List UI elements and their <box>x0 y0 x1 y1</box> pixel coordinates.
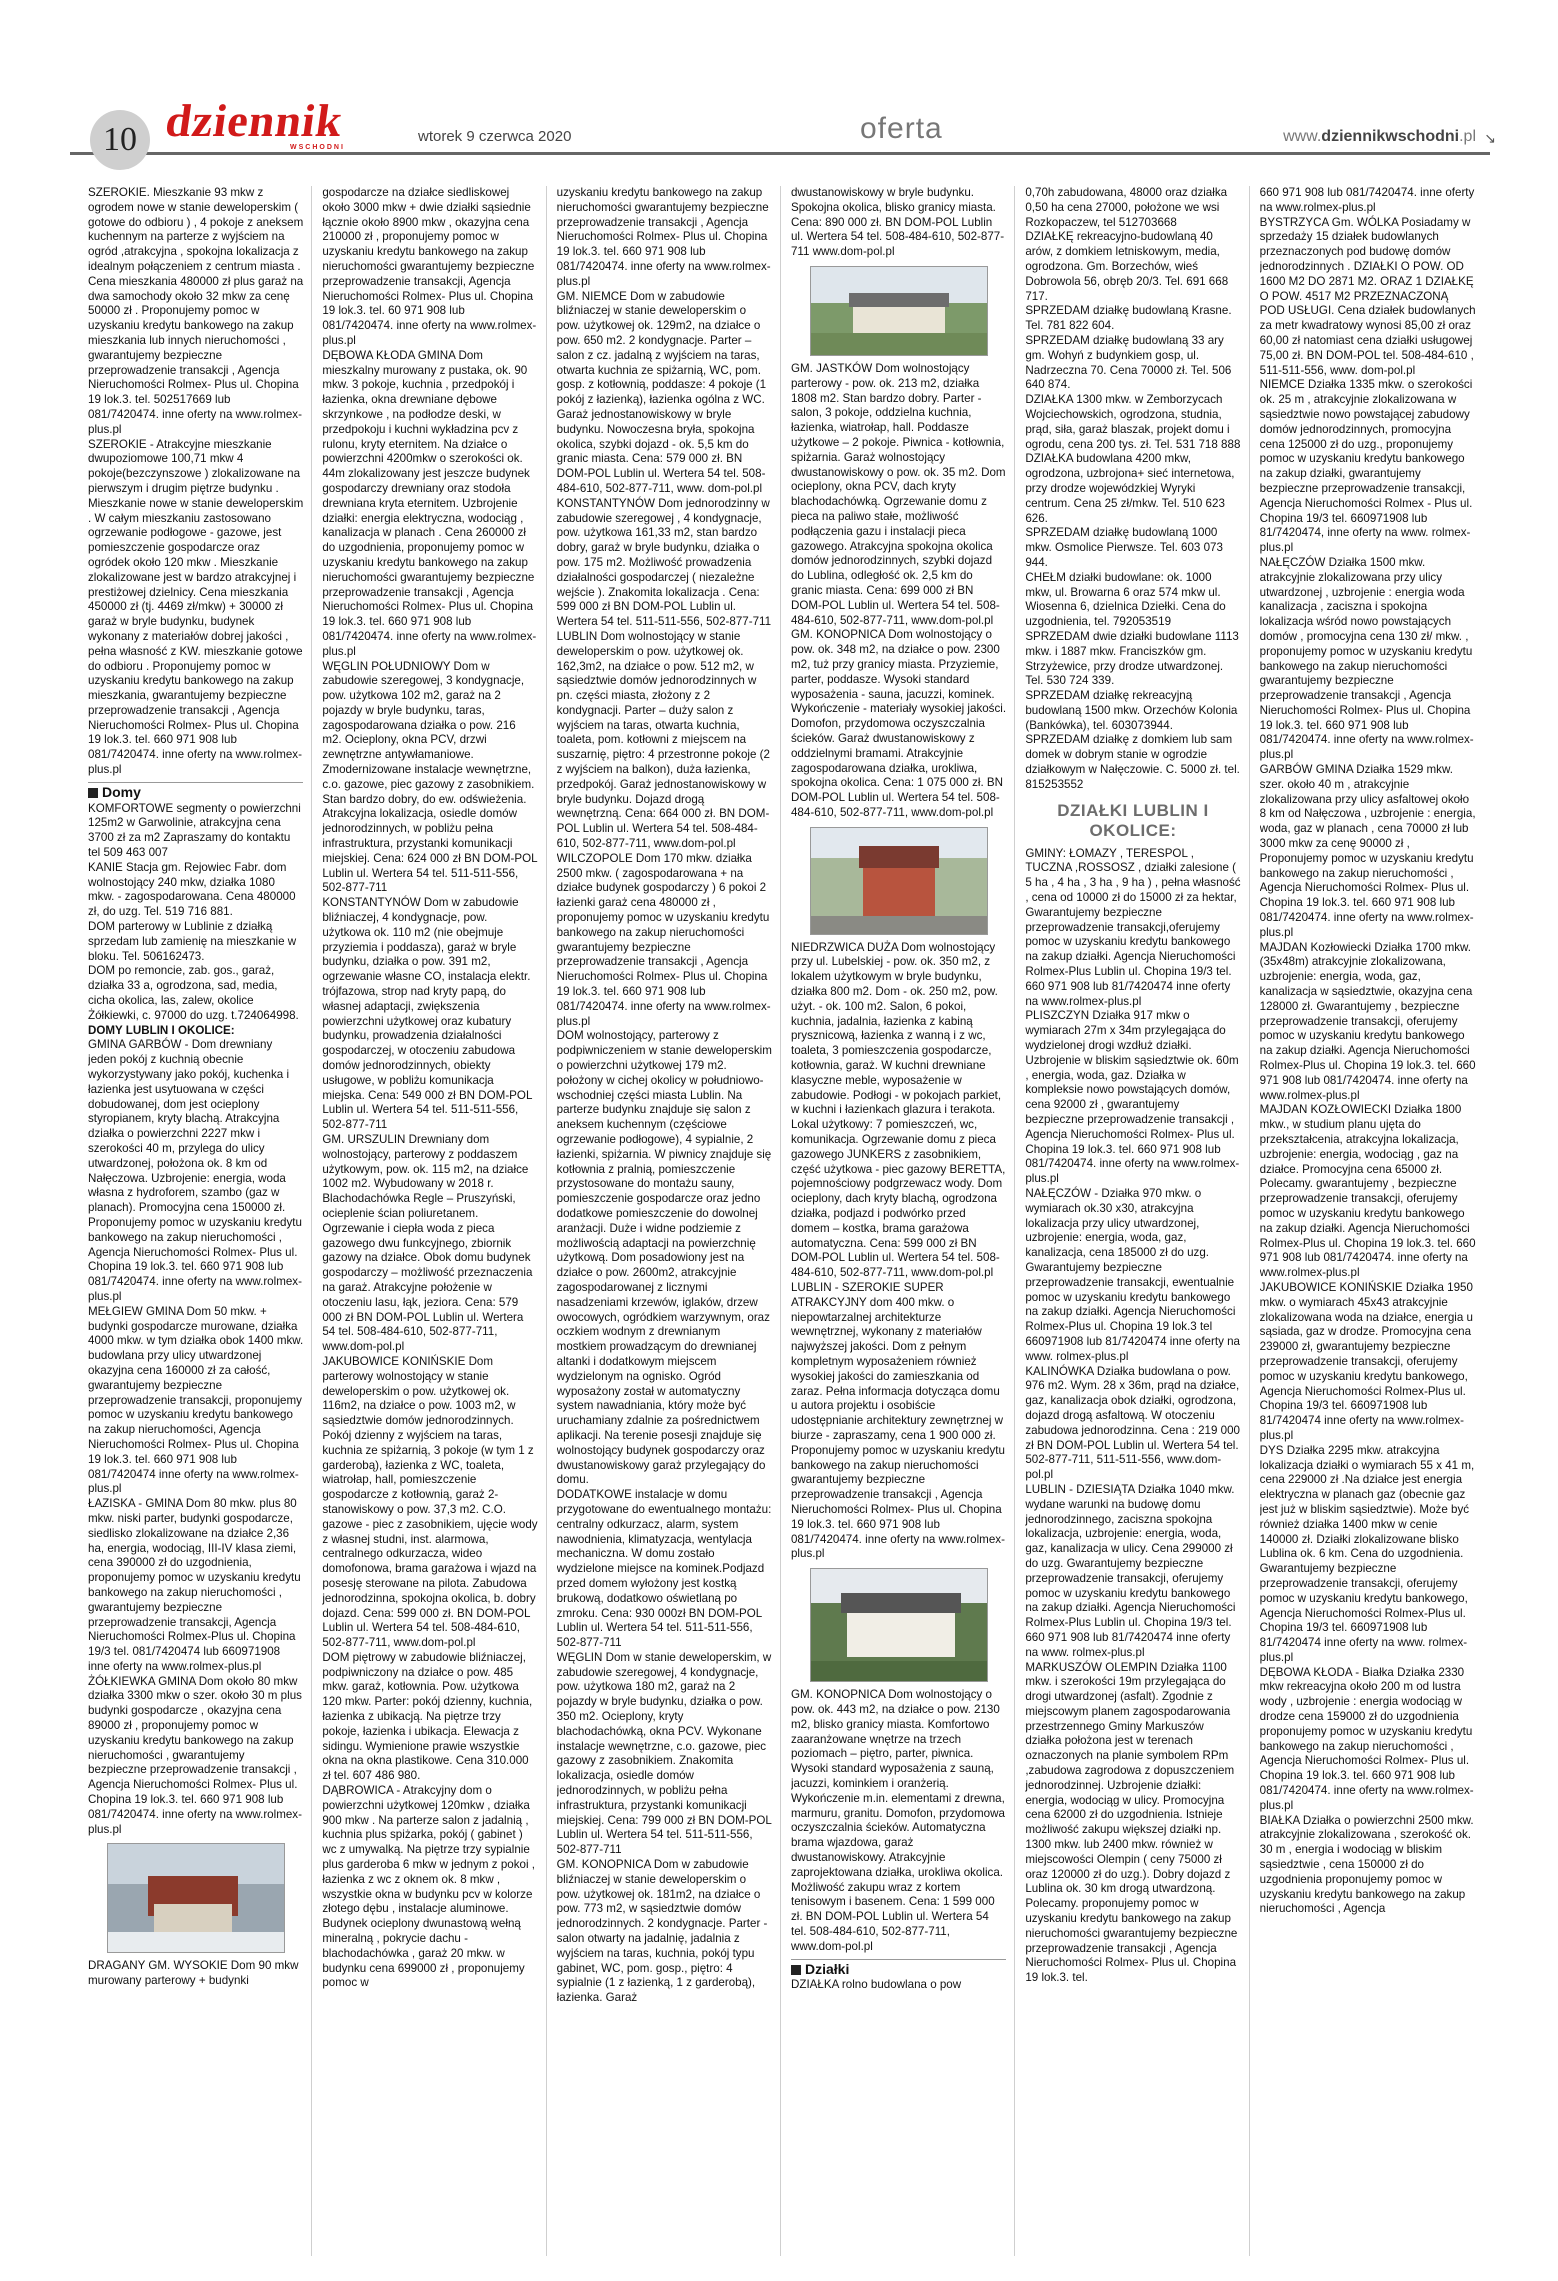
listing: MAJDAN KOZŁOWIECKI Działka 1800 mkw., w studium planu ujęta do przekształcenia, atrakcyjna lokalizacja, uzbrojenie: energia, wodociąg , gaz na działce. Promocyjna cena 65000 zł. Polecamy. gwarantujemy , bezpieczne przeprowadzenie transakcji, oferujemy pomoc w uzyskaniu kredytu bankowego na zakup działki. Agencja Nieruchomości Rolmex-Plus ul. Chopina 19 lok.3. tel. 660 971 908 lub 081/7420474. inne oferty na www.rolmex-plus.pl <box>1259 1103 1476 1280</box>
listing: DOM parterowy w Lublinie z działką sprzedam lub zamienię na mieszkanie w bloku. Tel. 506162473. <box>88 920 297 963</box>
column-2 <box>322 186 546 2256</box>
listing: BYSTRZYCA Gm. WÓLKA Posiadamy w sprzedaży 15 działek budowlanych przeznaczonych pod budowę domów jednorodzinnych . DZIAŁKI O POW. OD 1600 M2 DO 2871 M2. ORAZ 1 DZIAŁKĘ O POW. 4517 M2 PRZEZNACZONĄ POD USŁUGI. Cena działek budowlanych za metr kwadratowy wynosi 85,00 zł oraz 60,00 zł natomiast cena działki usługowej 75,00 zł. BN DOM-POL tel. 508-484-610 , 511-511-556, www. dom-pol.pl <box>1259 215 1476 377</box>
square-bullet-icon <box>791 1965 801 1975</box>
listing: GM. KONOPNICA Dom w zabudowie bliźniaczej w stanie deweloperskim o pow. użytkowej ok. 181m2, na działce o pow. 773 m2, w sąsiedztwie domów jednorodzinnych. 2 kondygnacje. Parter - salon otwarty na jadalnię, jadalnia z wyjściem na taras, kuchnia, pokój typu gabinet, WC, pom. gosp., piętro: 4 sypialnie (1 z łazienką, 1 z garderobą), łazienka. Garaż <box>556 1858 768 2005</box>
house-photo <box>810 1568 988 1682</box>
column-4 <box>791 186 1015 2256</box>
pointer-icon: ↘ <box>1484 130 1496 146</box>
listing-subheading: DOMY LUBLIN I OKOLICE: <box>88 1023 235 1037</box>
listing: DRAGANY GM. WYSOKIE Dom 90 mkw murowany parterowy + budynki <box>88 1959 299 1988</box>
page-header <box>70 95 1496 158</box>
listing: NIEMCE Działka 1335 mkw. o szerokości ok. 25 m , atrakcyjnie zlokalizowana w sąsiedztwie nowo powstającej zabudowy domów jednorodzinnych, promocyjna cena 125000 zł do uzg., proponujemy pomoc w uzyskaniu kredytu bankowego na zakup działki, gwarantujemy bezpieczne przeprowadzenie transakcji, Agencja Nieruchomości Rolmex - Plus ul. Chopina 19/3 tel. 660971908 lub 81/7420474, inne oferty na www. rolmex-plus.pl <box>1259 378 1473 555</box>
listing: BIAŁKA Działka o powierzchni 2500 mkw. atrakcyjnie zlokalizowana , szerokość ok. 30 m , energia i wodociąg w bliskim sąsiedztwie , cena 150000 zł do uzgodnienia proponujemy pomoc w uzyskaniu kredytu bankowego na zakup nieruchomości , Agencja <box>1259 1813 1474 1916</box>
listing: GM. JASTKÓW Dom wolnostojący parterowy - pow. ok. 213 m2, działka 1808 m2. Stan bardzo dobry. Parter - salon, 3 pokoje, oddzielna kuchnia, łazienka, wiatrołap, hall. Poddasze użytkowe – 2 pokoje. Piwnica - kotłownia, spiżarnia. Garaż wolnostojący dwustanowiskowy o pow. ok. 35 m2. Dom ocieplony, okna PCV, dach kryty blachodachówką. Ogrzewanie domu z pieca na paliwo stałe, możliwość podłączenia gazu i instalacji pieca gazowego. Atrakcyjna spokojna okolica domów jednorodzinnych, szybki dojazd do Lublina, odległość ok. 2,5 km do granic miasta. Cena: 699 000 zł BN DOM-POL Lublin ul. Wertera 54 tel. 508-484-610, 502-877-711, www.dom-pol.pl <box>790 361 1006 627</box>
section-title: oferta <box>860 112 943 145</box>
listing: MARKUSZÓW OLEMPIN Działka 1100 mkw. i szerokości 19m przylegająca do drogi utwardzonej (asfalt). Zgodnie z miejscowym planem zagospodarowania przestrzennego Gminy Markuszów działka położona jest w terenach oznaczonych na planie symbolem RPm ,zabudowa zagrodowa z dopuszczeniem jednorodzinnej. Uzbrojenie działki: energia, wodociąg w ulicy. Promocyjna cena 62000 zł do uzgodnienia. Istnieje możliwość zakupu większej działki np. 1300 mkw. lub 2400 mkw. również w miejscowości Olempin ( ceny 75000 zł oraz 120000 zł do uzg.). Dobry dojazd z Lublina ok. 30 km drogą utwardzoną. Polecamy. proponujemy pomoc w uzyskaniu kredytu bankowego na zakup nieruchomości gwarantujemy bezpieczne przeprowadzenie transakcji , Agencja Nieruchomości Rolmex- Plus ul. Chopina 19 lok.3. tel. <box>1025 1660 1238 1985</box>
listing: DOM po remoncie, zab. gos., garaż, działka 33 a, ogrodzona, sad, media, cicha okolica, las, zalew, okolice Żółkiewki, c. 97000 do uzg. t.724064998. <box>88 964 299 1022</box>
listing: SPRZEDAM działkę z domkiem lub sam domek w dobrym stanie w ogrodzie działkowym w Nałęczowie. C. 5000 zł. tel. 815253552 <box>1025 733 1240 791</box>
newspaper-logo[interactable]: dziennik <box>162 95 347 146</box>
listing: JAKUBOWICE KONIŃSKIE Dom parterowy wolnostojący w stanie deweloperskim o pow. użytkowej ok. 116m2, na działce o pow. 1003 m2, w sąsiedztwie domów jednorodzinnych. Pokój dzienny z wyjściem na taras, kuchnia ze spiżarnią, 3 pokoje (w tym 1 z garderobą), łazienka z WC, toaleta, wiatrołap, hall, pomieszczenie gospodarcze z kotłownią, garaż 2-stanowiskowy o pow. 37,3 m2. C.O. gazowe - piec z zasobnikiem, ujęcie wody z własnej studni, inst. alarmowa, centralnego odkurzacza, wideo domofonowa, brama garażowa i wjazd na posesję sterowane na pilota. Zabudowa jednorodzinna, spokojna okolica, b. dobry dojazd. Cena: 599 000 zł. BN DOM-POL Lublin ul. Wertera 54 tel. 508-484-610, 502-877-711, www.dom-pol.pl <box>322 1354 538 1650</box>
listing: ŻÓŁKIEWKA GMINA Dom około 80 mkw działka 3300 mkw o szer. około 30 m plus budynki gospodarcze , okazyjna cena 89000 zł , proponujemy pomoc w uzyskaniu kredytu bankowego na zakup nieruchomości , gwarantujemy bezpieczne przeprowadzenie transakcji , Agencja Nieruchomości Rolmex- Plus ul. Chopina 19 lok.3. tel. 660 971 908 lub 081/7420474. inne oferty na www.rolmex-plus.pl <box>88 1674 302 1836</box>
listing: DOM piętrowy w zabudowie bliźniaczej, podpiwniczony na działce o pow. 485 mkw. garaż, kotłownia. Pow. użytkowa 120 mkw. Parter: pokój dzienny, kuchnia, łazienka z ubikacją. Na piętrze trzy pokoje, łazienka i ubikacja. Elewacja z sidingu. Wymienione prawie wszystkie okna na okna plastikowe. Cena 310.000 zł tel. 607 486 980. <box>322 1650 533 1783</box>
listing: DYS Działka 2295 mkw. atrakcyjna lokalizacja działki o wymiarach 55 x 41 m, cena 229000 zł .Na działce jest energia elektryczna w planach gaz (obecnie gaz jest już w bliskim sąsiedztwie). Może być również działka 1400 mkw w cenie 140000 zł. Działki zlokalizowane blisko Lublina ok. 6 km. Cena do uzgodnienia. Gwarantujemy bezpieczne przeprowadzenie transakcji, oferujemy pomoc w uzyskaniu kredytu bankowego, Agencja Nieruchomości Rolmex-Plus ul. Chopina 19/3 tel. 660971908 lub 81/7420474 inne oferty na www. rolmex-plus.pl <box>1259 1443 1475 1664</box>
listing: NAŁĘCZÓW Działka 1500 mkw. atrakcyjnie zlokalizowana przy ulicy utwardzonej , uzbrojenie : energia woda kanalizacja , zaciszna i spokojna lokalizacja wśród nowo powstających domów , promocyjna cena 130 zł/ mkw. , proponujemy pomoc w uzyskaniu kredytu bankowego na zakup nieruchomości gwarantujemy bezpieczne przeprowadzenie transakcji , Agencja Nieruchomości Rolmex- Plus ul. Chopina 19 lok.3. tel. 660 971 908 lub 081/7420474. inne oferty na www.rolmex-plus.pl <box>1259 555 1474 762</box>
listing: LUBLIN - DZIESIĄTA Działka 1040 mkw. wydane warunki na budowę domu jednorodzinnego, zaciszna spokojna lokalizacja, uzbrojenie: energia, woda, gaz, kanalizacja w ulicy. Cena 299000 zł do uzg. Gwarantujemy bezpieczne przeprowadzenie transakcji, oferujemy pomoc w uzyskaniu kredytu bankowego na zakup działki. Agencja Nieruchomości Rolmex-Plus Lublin ul. Chopina 19/3 tel. 660 971 908 lub 81/7420474 inne oferty na www. rolmex-plus.pl <box>1025 1482 1236 1659</box>
square-bullet-icon <box>88 788 98 798</box>
listing: JAKUBOWICE KONIŃSKIE Działka 1950 mkw. o wymiarach 45x43 atrakcyjnie zlokalizowana woda na działce, energia u sąsiada, gaz w drodze. Promocyjna cena 239000 zł, gwarantujemy bezpieczne przeprowadzenie transakcji, oferujemy pomoc w uzyskaniu kredytu bankowego, Agencja Nieruchomości Rolmex-Plus ul. Chopina 19/3 tel. 660971908 lub 81/7420474 inne oferty na www.rolmex-plus.pl <box>1259 1280 1473 1442</box>
listing: ŁAZISKA - GMINA Dom 80 mkw. plus 80 mkw. niski parter, budynki gospodarcze, siedlisko zlokalizowane na działce 2,36 ha, energia, wodociąg, III-IV klasa ziemi, cena 390000 zł do uzgodnienia, proponujemy pomoc w uzyskaniu kredytu bankowego na zakup nieruchomości , gwarantujemy bezpieczne przeprowadzenie transakcji, Agencja Nieruchomości Rolmex-Plus ul. Chopina 19/3 tel. 081/7420474 lub 660971908 inne oferty na www.rolmex-plus.pl <box>88 1497 301 1673</box>
listing: DZIAŁKĘ rekreacyjno-budowlaną 40 arów, z domkiem letniskowym, media, ogrodzona. Gm. Borzechów, wieś Dobrowola 56, obręb 20/3. Tel. 691 668 717. <box>1025 230 1229 303</box>
website-prefix: www. <box>1283 128 1322 145</box>
listing: DODATKOWE instalacje w domu przygotowane do ewentualnego montażu: centralny odkurzacz, alarm, system nawodnienia, klimatyzacja, wentylacja mechaniczna. W domu zostało wydzielone miejsce na kominek.Podjazd przed domem wyłożony jest kostką brukową, dodatkowo oświetlaną po zmroku. Cena: 930 000zł BN DOM-POL Lublin ul. Wertera 54 tel. 511-511-556, 502-877-711 <box>556 1488 772 1650</box>
listing: SPRZEDAM działkę budowlaną 33 ary gm. Wohyń z budynkiem gosp, ul. Nadrzeczna 70. Cena 70000 zł. Tel. 506 640 874. <box>1025 333 1232 392</box>
listing: CHEŁM działki budowlane: ok. 1000 mkw, ul. Browarna 6 oraz 574 mkw ul. Wiosenna 6, dzielnica Dziełki. Cena do uzgodnienia, tel. 792053519 <box>1025 570 1226 629</box>
listing: SZEROKIE - Atrakcyjne mieszkanie dwupoziomowe 100,71 mkw 4 pokoje(bezczynszowe ) zlokalizowane na pierwszym i drugim piętrze budynku . Mieszkanie nowe w stanie deweloperskim . W całym mieszkaniu zastosowano ogrzewanie podłogowe - gazowe, jest pomieszczenie gospodarcze oraz ogródek około 120 mkw . Mieszkanie zlokalizowane jest w bardzo atrakcyjnej i prestiżowej dzielnicy. Cena mieszkania 450000 zł (tj. 4469 zł/mkw) + 30000 zł garaż w bryle budynku, budynek wykonany z materiałów dobrej jakości , pełna własność z KW. mieszkanie gotowe do odbioru . Proponujemy pomoc w uzyskaniu kredytu bankowego na zakup mieszkania, gwarantujemy bezpieczne przeprowadzenie transakcji , Agencja Nieruchomości Rolmex- Plus ul. Chopina 19 lok.3. tel. 660 971 908 lub 081/7420474. inne oferty na www.rolmex-plus.pl <box>88 437 304 777</box>
listing: LUBLIN Dom wolnostojący w stanie deweloperskim o pow. użytkowej ok. 162,3m2, na działce o pow. 512 m2, w sąsiedztwie domów jednorodzinnych w pn. części miasta, złożony z 2 kondygnacji. Parter – duży salon z wyjściem na taras, otwarta kuchnia, toaleta, pom. kotłowni z miejscem na suszarnię, piętro: 4 przestronne pokoje (2 z wyjściem na balkon), duża łazienka, przedpokój. Garaż jednostanowiskowy w bryle budynku. Dojazd drogą wewnętrzną. Cena: 664 000 zł. BN DOM-POL Lublin ul. Wertera 54 tel. 508-484-610, 502-877-711, www.dom-pol.pl <box>556 629 770 851</box>
listing: DZIAŁKA rolno budowlana o pow <box>790 1978 962 1992</box>
listing: DĘBOWA KŁODA - Białka Działka 2330 mkw rekreacyjna około 200 m od lustra wody , uzbrojenie : energia wodociąg w drodze cena 159000 zł do uzgodnienia proponujemy pomoc w uzyskaniu kredytu bankowego na zakup nieruchomości , Agencja Nieruchomości Rolmex- Plus ul. Chopina 19 lok.3. tel. 660 971 908 lub 081/7420474. inne oferty na www.rolmex-plus.pl <box>1259 1665 1474 1812</box>
house-photo <box>810 827 988 935</box>
listing: GM. URSZULIN Drewniany dom wolnostojący, parterowy z poddaszem użytkowym, pow. ok. 115 m2, na działce 1002 m2. Wybudowany w 2018 r. Blachodachówka Regle – Pruszyński, ocieplenie ścian poliuretanem. Ogrzewanie i ciepła woda z pieca gazowego dwu funkcyjnego, zbiornik gazowy na działce. Obok domu budynek gospodarczy – możliwość przeznaczenia na garaż. Atrakcyjne położenie w otoczeniu lasu, łąk, jeziora. Cena: 579 000 zł BN DOM-POL Lublin ul. Wertera 54 tel. 508-484-610, 502-877-711, www.dom-pol.pl <box>322 1133 533 1354</box>
listing: 660 971 908 lub 081/7420474. inne oferty na www.rolmex-plus.pl <box>1259 186 1475 214</box>
listings-grid <box>88 186 1484 2256</box>
listing: DĄBROWICA - Atrakcyjny dom o powierzchni użytkowej 120mkw , działka 900 mkw . Na parterze salon z jadalnią , kuchnia plus spiżarka, pokój ( gabinet ) wc z umywalką. Na piętrze trzy sypialnie plus garderoba 6 mkw w jednym z pokoi , łazienka z wc z oknem ok. 8 mkw , wszystkie okna w budynku pcv w kolorze złotego dębu , instalacje aluminowe. Budynek ocieplony dwunastową wełną mineralną , pokrycie dachu - blachodachówka , garaż 20 mkw. w budynku cena 699000 zł , proponujemy pomoc w <box>322 1784 535 1990</box>
listing: SPRZEDAM dwie działki budowlane 1113 mkw. i 1887 mkw. Franciszków gm. Strzyżewice, przy drodze utwardzonej. Tel. 530 724 339. <box>1025 629 1239 688</box>
listing: DOM wolnostojący, parterowy z podpiwniczeniem w stanie deweloperskim o powierzchni użytkowej 179 m2. położony w cichej okolicy w południowo-wschodniej części miasta Lublin. Na parterze budynku znajduje się salon z aneksem kuchennym (częściowe ogrzewanie podłogowe), 4 sypialnie, 2 łazienki, spiżarnia. W piwnicy znajduje się kotłownia z pralnią, pomieszczenie przystosowane do montażu sauny, pomieszczenie gospodarcze oraz jedno dodatkowe pomieszczenie do dowolnej aranżacji. Duże i widne podziemie z możliwością adaptacji na powierzchnię użytkową. Dom posadowiony jest na działce o pow. 2600m2, atrakcyjnie zagospodarowanej z licznymi nasadzeniami krzewów, iglaków, drzew owocowych, ogródkiem warzywnym, oraz oczkiem wodnym z drewnianym mostkiem prowadzącym do drewnianej altanki i dodatkowym miejscem wydzielonym na ognisko. Ogród wyposażony został w automatyczny system nawadniania, który może być uruchamiany zdalnie za pośrednictwem aplikacji. Na terenie posesji znajduje się wolnostojący budynek gospodarczy oraz dwustanowiskowy garaż przylegający do domu. <box>556 1029 772 1487</box>
section-heading-label: Działki <box>804 1960 850 1977</box>
listing: PLISZCZYN Działka 917 mkw o wymiarach 27m x 34m przylegająca do wydzielonej drogi wzdłuż działki. Uzbrojenie w bliskim sąsiedztwie ok. 60m , energia, woda, gaz. Działka w kompleksie nowo powstających domów, cena 92000 zł , gwarantujemy bezpieczne przeprowadzenie transakcji , Agencja Nieruchomości Rolmex- Plus ul. Chopina 19 lok.3. tel. 660 971 908 lub 081/7420474. inne oferty na www.rolmex-plus.pl <box>1025 1009 1240 1186</box>
page-number: 10 <box>90 110 150 170</box>
listing: KOMFORTOWE segmenty o powierzchni 125m2 w Garwolinie, atrakcyjna cena 3700 zł za m2 Zapraszamy do kontaktu tel 509 463 007 <box>88 801 301 860</box>
section-heading-dzialki-lublin: DZIAŁKI LUBLIN I OKOLICE: <box>1057 800 1209 840</box>
listing: uzyskaniu kredytu bankowego na zakup nieruchomości gwarantujemy bezpieczne przeprowadzenie transakcji , Agencja Nieruchomości Rolmex- Plus ul. Chopina 19 lok.3. tel. 660 971 908 lub 081/7420474. inne oferty na www.rolmex-plus.pl <box>556 186 771 288</box>
website-suffix: .pl <box>1459 128 1476 145</box>
section-heading-label: Domy <box>102 783 141 800</box>
section-heading-dzialki <box>791 1959 1006 1977</box>
listing: KONSTANTYNÓW Dom w zabudowie bliźniaczej, 4 kondygnacje, pow. użytkowa ok. 110 m2 (nie obejmuje przyziemia i poddasza), garaż w bryle budynku, działka o pow. 391 m2, ogrzewanie własne CO, instalacja elektr. trójfazowa, strop nad kryty papą, do własnej adaptacji, zwiększenia powierzchni użytkowej oraz kubatury budynku, prowadzenia działalności gospodarczej, w otoczeniu zabudowa domów jednorodzinnych, obiekty usługowe, w pobliżu komunikacja miejska. Cena: 549 000 zł BN DOM-POL Lublin ul. Wertera 54 tel. 511-511-556, 502-877-711 <box>322 896 532 1132</box>
column-5 <box>1025 186 1249 2256</box>
listing: NIEDRZWICA DUŻA Dom wolnostojący przy ul. Lubelskiej - pow. ok. 350 m2, z lokalem użytkowym w bryle budynku, działka 800 m2. Dom - ok. 250 m2, pow. użyt. - ok. 100 m2. Salon, 6 pokoi, kuchnia, jadalnia, łazienka z kabiną prysznicową, łazienka z wanną i z wc, toaleta, 3 pomieszczenia gospodarcze, kotłownia, garaż. W kuchni drewniane klasyczne meble, wyposażenie w zabudowie. Podłogi - w pokojach parkiet, w kuchni i łazienkach glazura i terakota. Lokal użytkowy: 7 pomieszczeń, wc, komunikacja. Ogrzewanie domu z pieca gazowego JUNKERS z zasobnikiem, część użytkowa - piec gazowy BERETTA, pojemnościowy podgrzewacz wody. Dom ocieplony, dach kryty blachą, ogrodzona działka, podjazd i podwórko przed domem – kostka, brama garażowa automatyczna. Cena: 599 000 zł BN DOM-POL Lublin ul. Wertera 54 tel. 508-484-610, 502-877-711, www.dom-pol.pl <box>790 940 1006 1280</box>
website-domain: dziennikwschodni <box>1321 128 1460 145</box>
listing: dwustanowiskowy w bryle budynku. Spokojna okolica, blisko granicy miasta. Cena: 890 000 zł. BN DOM-POL Lublin ul. Wertera 54 tel. 508-484-610, 502-877-711 www.dom-pol.pl <box>790 186 1005 259</box>
listing: 0,70h zabudowana, 48000 oraz działka 0,50 ha cena 27000, położone we wsi Rozkopaczew, tel 512703668 <box>1025 186 1228 229</box>
listing: gospodarcze na działce siedliskowej około 3000 mkw + dwie działki sąsiednie łącznie około 8900 mkw , okazyjna cena 210000 zł , proponujemy pomoc w uzyskaniu kredytu bankowego na zakup nieruchomości gwarantujemy bezpieczne przeprowadzenie transakcji, Agencja Nieruchomości Rolmex- Plus ul. Chopina 19 lok.3. tel. 60 971 908 lub 081/7420474. inne oferty na www.rolmex-plus.pl <box>322 186 537 347</box>
listing: GMINA GARBÓW - Dom drewniany jeden pokój z kuchnią obecnie wykorzystywany jako pokój, kuchenka i łazienka jest usytuowana w części dobudowanej, dom jest ocieplony styropianem, kryty blachą. Atrakcyjna działka o powierzchni 2227 mkw i szerokości 40 m, przylega do ulicy utwardzonej, położona ok. 8 km od Nałęczowa. Uzbrojenie: energia, woda własna z hydroforem, szambo (gaz w planach). Promocyjna cena 150000 zł. Proponujemy pomoc w uzyskaniu kredytu bankowego na zakup nieruchomości , Agencja Nieruchomości Rolmex- Plus ul. Chopina 19 lok.3. tel. 660 971 908 lub 081/7420474. inne oferty na www.rolmex-plus.pl <box>88 1038 302 1303</box>
listing: WĘGLIN Dom w stanie deweloperskim, w zabudowie szeregowej, 4 kondygnacje, pow. użytkowa 180 m2, garaż na 2 pojazdy w bryle budynku, działka o pow. 350 m2. Ocieplony, kryty blachodachówką, okna PCV. Wykonane instalacje wewnętrzne, c.o. gazowe, piec gazowy z zasobnikiem. Znakomita lokalizacja, osiedle domów jednorodzinnych, w pobliżu pełna infrastruktura, przystanki komunikacji miejskiej. Cena: 799 000 zł BN DOM-POL Lublin ul. Wertera 54 tel. 511-511-556, 502-877-711 <box>556 1650 772 1857</box>
listing: DZIAŁKA budowlana 4200 mkw, ogrodzona, uzbrojona+ sieć internetowa, przy drodze wojewódzkiej Wyryki centrum. Cena 25 zł/mkw. Tel. 510 623 626. <box>1025 452 1235 525</box>
listing: SPRZEDAM działkę rekreacyjną budowlaną 1500 mkw. Orzechów Kolonia (Bankówka), tel. 603073944. <box>1025 689 1238 732</box>
newspaper-logo-subtitle: WSCHODNI <box>290 144 345 151</box>
listing: GMINY: ŁOMAZY , TERESPOL , TUCZNA ,ROSSOSZ , działki zalesione ( 5 ha , 4 ha , 3 ha , 9 ha ) , pełna własność , cena od 10000 zł do 15000 zł za hektar, Gwarantujemy bezpieczne przeprowadzenie transakcji,oferujemy pomoc w uzyskaniu kredytu bankowego na zakup działki. Agencja Nieruchomości Rolmex-Plus Lublin ul. Chopina 19/3 tel. 660 971 908 lub 81/7420474 inne oferty na www.rolmex-plus.pl <box>1025 846 1241 1008</box>
listing: MEŁGIEW GMINA Dom 50 mkw. + budynki gospodarcze murowane, działka 4000 mkw. w tym działka obok 1400 mkw. budowlana przy ulicy utwardzonej okazyjna cena 160000 zł za całość, gwarantujemy bezpieczne przeprowadzenie transakcji, proponujemy pomoc w uzyskaniu kredytu bankowego na zakup nieruchomości, Agencja Nieruchomości Rolmex- Plus ul. Chopina 19 lok.3. tel. 660 971 908 lub 081/7420474 inne oferty na www.rolmex-plus.pl <box>88 1304 304 1496</box>
listing: SPRZEDAM działkę budowlaną 1000 mkw. Osmolice Pierwsze. Tel. 603 073 944. <box>1025 526 1223 569</box>
listing: GM. KONOPNICA Dom wolnostojący o pow. ok. 443 m2, na działce o pow. 2130 m2, blisko granicy miasta. Komfortowo zaaranżowane wnętrze na trzech poziomach – piętro, parter, piwnica. Wysoki standard wyposażenia z sauną, jacuzzi, kominkiem i oranżerią. Wykończenie m.in. elementami z drewna, marmuru, granitu. Domofon, przydomowa oczyszczalnia ścieków. Automatyczna brama wjazdowa, garaż dwustanowiskowy. Atrakcyjnie zaprojektowana działka, urokliwa okolica. Możliwość zakupu wraz z kortem tenisowym i basenem. Cena: 1 599 000 zł. BN DOM-POL Lublin ul. Wertera 54 tel. 508-484-610, 502-877-711, www.dom-pol.pl <box>790 1688 1005 1953</box>
listing: KALINÓWKA Działka budowlana o pow. 976 m2. Wym. 28 x 36m, prąd na działce, gaz, kanalizacja obok działki, ogrodzona, dojazd drogą asfaltową. W otoczeniu zabudowa jednorodzinna. Cena : 219 000 zł BN DOM-POL Lublin ul. Wertera 54 tel. 502-877-711, 511-511-556, www.dom-pol.pl <box>1025 1364 1240 1482</box>
listing: WILCZOPOLE Dom 170 mkw. działka 2500 mkw. ( zagospodarowana + na działce budynek gospodarczy ) 6 pokoi 2 łazienki garaż cena 480000 zł , proponujemy pomoc w uzyskaniu kredytu bankowego na zakup nieruchomości gwarantujemy bezpieczne przeprowadzenie transakcji , Agencja Nieruchomości Rolmex- Plus ul. Chopina 19 lok.3. tel. 660 971 908 lub 081/7420474. inne oferty na www.rolmex-plus.pl <box>556 851 771 1028</box>
listing: GM. NIEMCE Dom w zabudowie bliźniaczej w stanie deweloperskim o pow. użytkowej ok. 129m2, na działce o pow. 650 m2. 2 kondygnacje. Parter – salon z cz. jadalną z wyjściem na taras, otwarta kuchnia ze spiżarnią, WC, pom. gosp. z kotłownią, poddasze: 4 pokoje (1 pokój z łazienką), łazienka ogólna z WC. Garaż jednostanowiskowy w bryle budynku. Nowoczesna bryła, spokojna okolica, szybki dojazd - ok. 5,5 km do granic miasta. Cena: 579 000 zł. BN DOM-POL Lublin ul. Wertera 54 tel. 508-484-610, 502-877-711, www. dom-pol.pl <box>556 289 767 495</box>
listing: DĘBOWA KŁODA GMINA Dom mieszkalny murowany z pustaka, ok. 90 mkw. 3 pokoje, kuchnia , przedpokój i łazienka, okna drewniane dębowe skrzynkowe , na podłodze deski, w przedpokoju i kuchni wykładzina pcv z rulonu, kryty eternitem. Na działce o powierzchni 4200mkw o szerokości ok. 44m zlokalizowany jest jeszcze budynek gospodarczy drewniany oraz stodoła drewniana kryta eternitem. Uzbrojenie działki: energia elektryczna, wodociąg , kanalizacja w planach . Cena 260000 zł do uzgodnienia, proponujemy pomoc w uzyskaniu kredytu bankowego na zakup nieruchomości gwarantujemy bezpieczne przeprowadzenie transakcji , Agencja Nieruchomości Rolmex- Plus ul. Chopina 19 lok.3. tel. 660 971 908 lub 081/7420474. inne oferty na www.rolmex-plus.pl <box>322 348 537 658</box>
house-photo <box>810 266 988 356</box>
listing: GM. KONOPNICA Dom wolnostojący o pow. ok. 348 m2, na działce o pow. 2300 m2, tuż przy granicy miasta. Przyziemie, parter, poddasze. Wysoki standard wyposażenia - sauna, jacuzzi, kominek. Wykończenie - materiały wysokiej jakości. Domofon, przydomowa oczyszczalnia ścieków. Garaż dwustanowiskowy z oddzielnymi bramami. Atrakcyjnie zagospodarowana działka, urokliwa, spokojna okolica. Cena: 1 075 000 zł. BN DOM-POL Lublin ul. Wertera 54 tel. 508-484-610, 502-877-711, www.dom-pol.pl <box>790 628 1007 819</box>
issue-date: wtorek 9 czerwca 2020 <box>418 128 572 145</box>
listing: MAJDAN Kozłowiecki Działka 1700 mkw. (35x48m) atrakcyjnie zlokalizowana, uzbrojenie: energia, woda, gaz, kanalizacja w sąsiedztwie, okazyjna cena 128000 zł. Gwarantujemy , bezpieczne przeprowadzenie transakcji, oferujemy pomoc w uzyskaniu kredytu bankowego na zakup działki. Agencja Nieruchomości Rolmex-Plus ul. Chopina 19 lok.3. tel. 660 971 908 lub 081/7420474. inne oferty na www.rolmex-plus.pl <box>1259 940 1476 1102</box>
listing: DZIAŁKA 1300 mkw. w Zemborzycach Wojciechowskich, ogrodzona, studnia, prąd, siła, garaż blaszak, projekt domu i ogrodu, cena 200 tys. zł. Tel. 531 718 888 <box>1025 393 1241 451</box>
column-1 <box>88 186 312 2256</box>
listing: WĘGLIN POŁUDNIOWY Dom w zabudowie szeregowej, 3 kondygnacje, pow. użytkowa 102 m2, garaż na 2 pojazdy w bryle budynku, taras, zagospodarowana działka o pow. 216 m2. Ocieplony, okna PCV, drzwi zewnętrzne antywłamaniowe. Zmodernizowane instalacje wewnętrzne, c.o. gazowe, piec gazowy z zasobnikiem. Stan bardzo dobry, do ew. odświeżenia. Atrakcyjna lokalizacja, osiedle domów jednorodzinnych, w pobliżu pełna infrastruktura, przystanki komunikacji miejskiej. Cena: 624 000 zł BN DOM-POL Lublin ul. Wertera 54 tel. 511-511-556, 502-877-711 <box>322 659 538 895</box>
section-heading-domy <box>88 782 303 800</box>
listing: SPRZEDAM działkę budowlaną Krasne. Tel. 781 822 604. <box>1025 304 1232 333</box>
listing: LUBLIN - SZEROKIE SUPER ATRAKCYJNY dom 400 mkw. o niepowtarzalnej architekturze wewnętrznej, wykonany z materiałów najwyższej jakości. Dom z pełnym kompletnym wyposażeniem również wysokiej jakości do zamieszkania od zaraz. Pełna informacja dotycząca domu u autora projektu i osobiście udostępnianie architektury zewnętrznej w biurze - zapraszamy, cena 1 900 000 zł. Proponujemy pomoc w uzyskaniu kredytu bankowego na zakup nieruchomości gwarantujemy bezpieczne przeprowadzenie transakcji , Agencja Nieruchomości Rolmex- Plus ul. Chopina 19 lok.3. tel. 660 971 908 lub 081/7420474. inne oferty na www.rolmex-plus.pl <box>790 1281 1005 1561</box>
listing: GARBÓW GMINA Działka 1529 mkw. szer. około 40 m , atrakcyjnie zlokalizowana przy ulicy asfaltowej około 8 km od Nałęczowa , uzbrojenie : energia, woda, gaz w planach , cena 70000 zł lub 3000 mkw za cenę 90000 zł , Proponujemy pomoc w uzyskaniu kredytu bankowego na zakup nieruchomości , Agencja Nieruchomości Rolmex- Plus ul. Chopina 19 lok.3. tel. 660 971 908 lub 081/7420474. inne oferty na www.rolmex-plus.pl <box>1259 763 1476 939</box>
listing: NAŁĘCZÓW - Działka 970 mkw. o wymiarach ok.30 x30, atrakcyjna lokalizacja przy ulicy utwardzonej, uzbrojenie: energia, woda, gaz, kanalizacja, cena 185000 zł do uzg. Gwarantujemy bezpieczne przeprowadzenie transakcji, ewentualnie pomoc w uzyskaniu kredytu bankowego na zakup działki. Agencja Nieruchomości Rolmex-Plus ul. Chopina 19 lok.3 tel 660971908 lub 81/7420474 inne oferty na www. rolmex-plus.pl <box>1025 1187 1240 1363</box>
listing: KANIE Stacja gm. Rejowiec Fabr. dom wolnostojący 240 mkw, działka 1080 mkw. - zagospodarowana. Cena 480000 zł, do uzg. Tel. 519 716 881. <box>88 860 296 919</box>
listing: SZEROKIE. Mieszkanie 93 mkw z ogrodem nowe w stanie deweloperskim ( gotowe do odbioru ) , 4 pokoje z aneksem kuchennym na parterze z wyjściem na ogród ,atrakcyjna , spokojna lokalizacja z idealnym połączeniem z centrum miasta . Cena mieszkania 480000 zł plus garaż na dwa samochody około 32 mkw za cenę 50000 zł . Proponujemy pomoc w uzyskaniu kredytu bankowego na zakup mieszkania lub innych nieruchomości , gwarantujemy bezpieczne przeprowadzenie transakcji , Agencja Nieruchomości Rolmex- Plus ul. Chopina 19 lok.3. tel. 502517669 lub 081/7420474. inne oferty na www.rolmex-plus.pl <box>88 186 304 436</box>
listing: KONSTANTYNÓW Dom jednorodzinny w zabudowie szeregowej , 4 kondygnacje, pow. użytkowa 161,33 m2, stan bardzo dobry, garaż w bryle budynku, działka o pow. 175 m2. Możliwość prowadzenia działalności gospodarczej ( niezależne wejście ). Znakomita lokalizacja . Cena: 599 000 zł BN DOM-POL Lublin ul. Wertera 54 tel. 511-511-556, 502-877-711 <box>556 496 772 629</box>
website-link[interactable] <box>1283 128 1476 146</box>
house-photo <box>107 1843 285 1953</box>
column-3 <box>557 186 781 2256</box>
column-6 <box>1260 186 1484 2256</box>
